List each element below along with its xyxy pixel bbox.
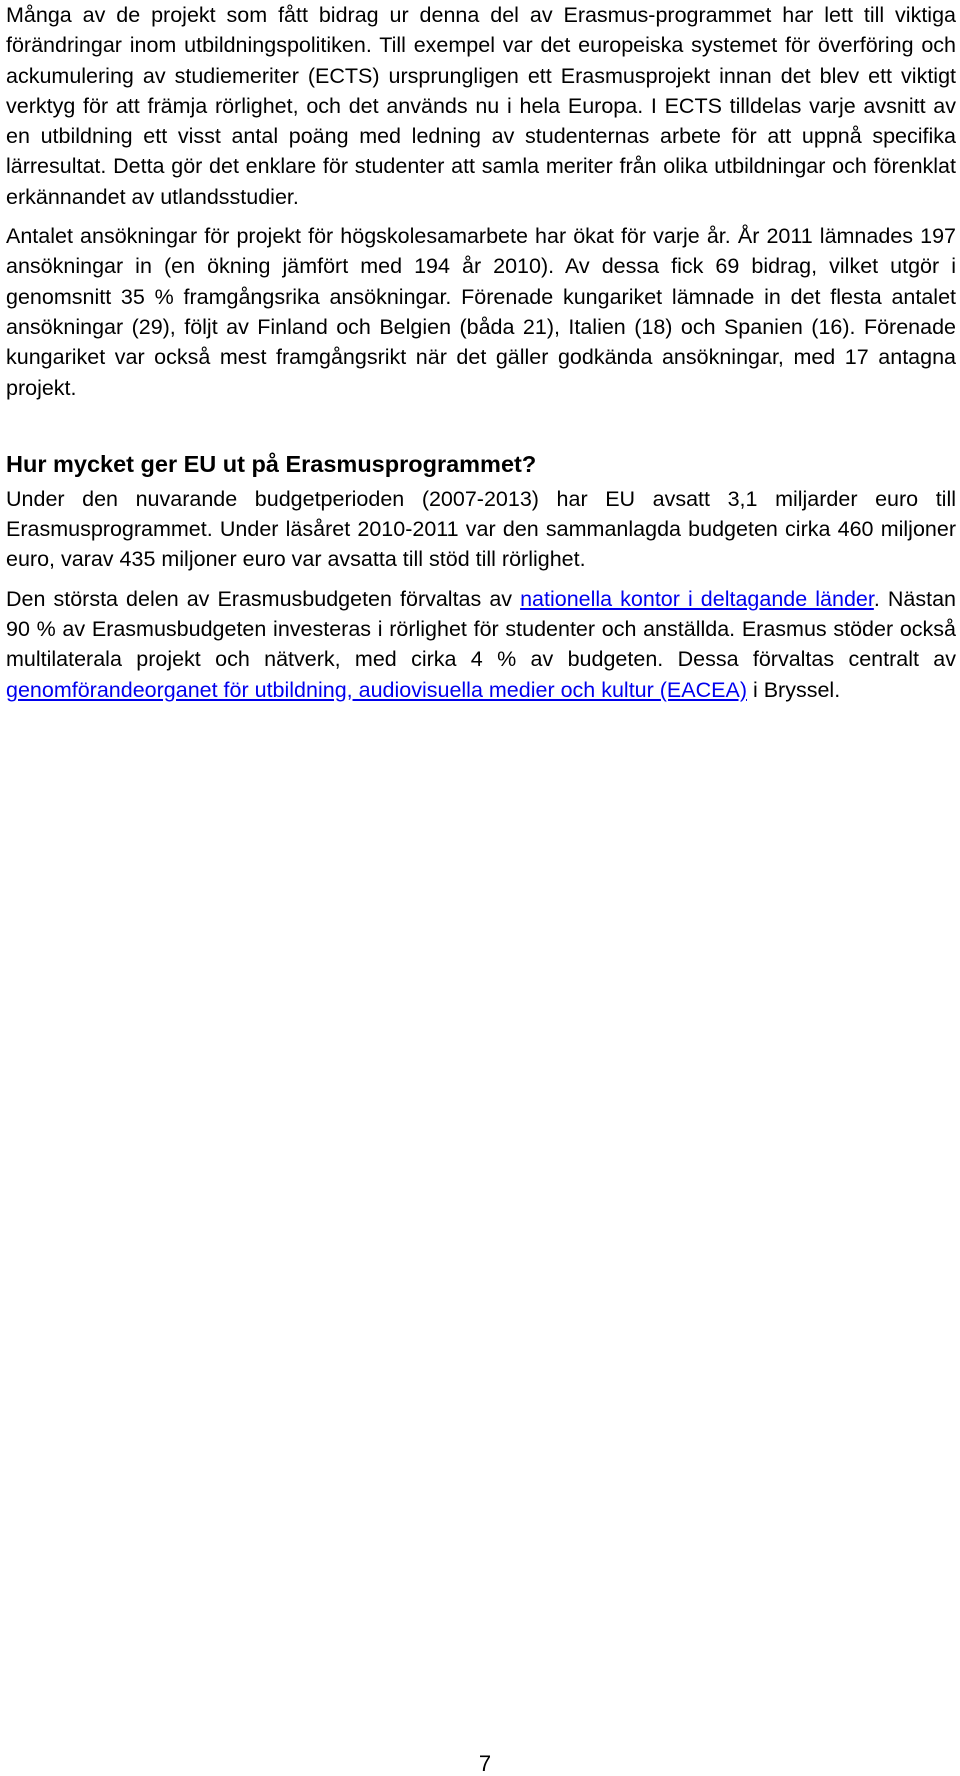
paragraph-budget-management	[6, 584, 956, 705]
document-page	[6, 0, 956, 705]
paragraph-ects: Många av de projekt som fått bidrag ur denna del av Erasmus-programmet har lett till viktiga förändringar inom utbildningspolitiken. Till exempel var det europeiska systemet för överföring och ackumulering av studiemeriter (ECTS) ursprungligen ett Erasmusprojekt innan det blev ett viktigt verktyg för att främja rörlighet, och det används nu i hela Europa. I ECTS tilldelas varje avsnitt av en utbildning ett visst antal poäng med ledning av studenternas arbete för att uppnå specifika lärresultat. Detta gör det enklare för studenter att samla meriter från olika utbildningar och förenklat erkännandet av utlandsstudier.	[6, 3, 956, 209]
page-number: 7	[478, 1751, 492, 1776]
link-national-offices[interactable]: nationella kontor i deltagande länder	[520, 586, 874, 611]
text-span: Den största delen av Erasmusbudgeten förvaltas av	[6, 586, 521, 611]
text-span: i Bryssel.	[746, 677, 841, 702]
section-heading: Hur mycket ger EU ut på Erasmusprogrammet?	[6, 450, 537, 477]
text-span: . Nästan 90 % av Erasmusbudgeten investeras i rörlighet för studenter och anställda. Erasmus stöder också multilaterala projekt och nätverk, med cirka 4 % av budgeten. Dessa förvaltas centralt av	[6, 586, 956, 672]
paragraph-budget: Under den nuvarande budgetperioden (2007-2013) har EU avsatt 3,1 miljarder euro till Erasmusprogrammet. Under läsåret 2010-2011 var den sammanlagda budgeten cirka 460 miljoner euro, varav 435 miljoner euro var avsatta till stöd till rörlighet.	[6, 486, 956, 572]
paragraph-applications: Antalet ansökningar för projekt för högskolesamarbete har ökat för varje år. År 2011 lämnades 197 ansökningar in (en ökning jämfört med 194 år 2010). Av dessa fick 69 bidrag, vilket utgör i genomsnitt 35 % framgångsrika ansökningar. Förenade kungariket lämnade in det flesta antalet ansökningar (29), följt av Finland och Belgien (båda 21), Italien (18) och Spanien (16). Förenade kungariket var också mest framgångsrikt när det gäller godkända ansökningar, med 17 antagna projekt.	[6, 224, 956, 400]
page-number-container	[0, 1752, 960, 1776]
link-eacea[interactable]: genomförandeorganet för utbildning, audiovisuella medier och kultur (EACEA)	[6, 677, 747, 702]
